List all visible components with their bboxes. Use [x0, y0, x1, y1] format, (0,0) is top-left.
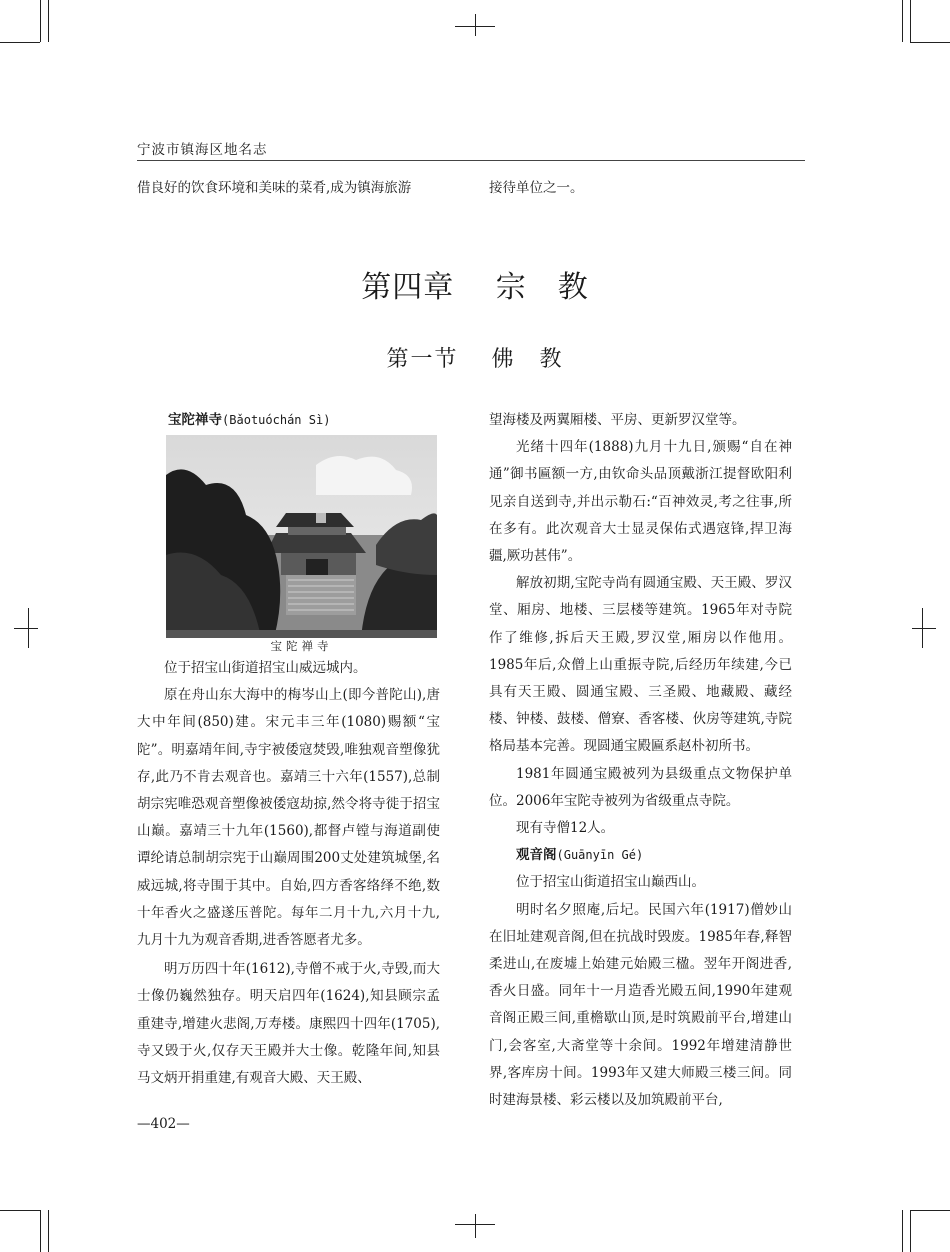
- chapter-title: 第四章 宗 教: [361, 270, 589, 305]
- paragraph: 光绪十四年(1888)九月十九日,颁赐“自在神通”御书匾额一方,由钦命头品顶戴浙江提督欧阳利见亲自送到寺,并出示勒石:“百神效灵,考之往事,所在多有。此次观音大士显灵保佑式遇寇锋,捍卫海疆,厥功甚伟”。: [489, 439, 792, 565]
- crop-mark: [910, 1210, 950, 1211]
- paragraph: 明时名夕照庵,后圮。民国六年(1917)僧妙山在旧址建观音阁,但在抗战时毁废。1985年春,释智柔进山,在废墟上始建元始殿三楹。翌年开阁进香,香火日盛。同年十一月造香光殿五间,1990年建观音阁正殿三间,重檐歇山顶,是时筑殿前平台,增建山门,会客室,大斋堂等十余间。1992年增建清静世界,客库房十间。1993年又建大师殿三楼三间。同时建海景楼、彩云楼以及加筑殿前平台,: [489, 901, 792, 1109]
- entry-pinyin: (Guānyīn Gé): [556, 848, 644, 863]
- crop-mark: [910, 1210, 911, 1252]
- paragraph: 原在舟山东大海中的梅岑山上(即今普陀山),唐大中年间(850)建。宋元丰三年(1080)赐额“宝陀”。明嘉靖年间,寺宇被倭寇焚毁,唯独观音塑像犹存,此乃不肯去观音也。嘉靖三十六年(1557),总制胡宗宪唯恐观音塑像被倭寇劫掠,然令将寺徙于招宝山巅。嘉靖三十九年(1560),都督卢镗与海道副使谭纶请总制胡宗宪于山巅周围200丈处建筑城堡,名威远城,将寺围于其中。自始,四方香客络绎不绝,数十年香火之盛遂压普陀。每年二月十九,六月十九,九月十九为观音香期,进香答愿者尤多。: [137, 687, 440, 949]
- carryover-left: 借良好的饮食环境和美味的菜肴,成为镇海旅游: [137, 180, 412, 196]
- crop-mark: [0, 1210, 40, 1211]
- entry-name: 观音阁: [516, 847, 557, 864]
- crop-mark: [912, 628, 936, 629]
- crop-mark: [40, 1210, 41, 1252]
- crop-mark: [0, 42, 40, 43]
- running-header: 宁波市镇海区地名志: [137, 142, 268, 158]
- entry-heading-baotuo: [137, 407, 440, 434]
- entry-name: 宝陀禅寺: [168, 412, 223, 428]
- paragraph: 解放初期,宝陀寺尚有圆通宝殿、天王殿、罗汉堂、厢房、地楼、三层楼等建筑。1965年对寺院作了维修,拆后天王殿,罗汉堂,厢房以作他用。1985年后,众僧上山重振寺院,后经历年续建,今已具有天王殿、圆通宝殿、三圣殿、地藏殿、藏经楼、钟楼、鼓楼、僧寮、香客楼、伙房等建筑,寺院格局基本完善。现圆通宝殿匾系赵朴初所书。: [489, 575, 792, 755]
- crop-mark: [910, 42, 950, 43]
- left-column-body: [137, 655, 440, 1092]
- temple-photo: [166, 435, 437, 638]
- crop-mark: [40, 0, 41, 42]
- paragraph: 1981年圆通宝殿被列为县级重点文物保护单位。2006年宝陀寺被列为省级重点寺院。: [489, 765, 792, 809]
- right-column-body: [489, 407, 792, 1114]
- paragraph: 位于招宝山街道招宝山威远城内。: [164, 660, 367, 676]
- crop-mark: [14, 628, 38, 629]
- section-title: 第一节 佛 教: [386, 347, 564, 372]
- paragraph: 明万历四十年(1612),寺僧不戒于火,寺毁,而大士像仍巍然独存。明天启四年(1624),知县顾宗孟重建寺,增建火悲阁,万寿楼。康熙四十四年(1705),寺又毁于火,仅存天王殿并大士像。乾隆年间,知县马文炳开捐重建,有观音大殿、天王殿、: [137, 961, 440, 1087]
- header-rule: [137, 160, 805, 161]
- paragraph: 位于招宝山街道招宝山巅西山。: [516, 874, 705, 891]
- paragraph: 现有寺僧12人。: [516, 820, 615, 837]
- crop-mark: [475, 14, 476, 36]
- crop-mark: [910, 0, 911, 42]
- entry-pinyin: (Bǎotuóchán Sì): [222, 413, 331, 427]
- crop-mark: [902, 0, 903, 42]
- crop-mark: [902, 1210, 903, 1252]
- entry-heading-guanyin: [489, 842, 792, 869]
- crop-mark: [48, 0, 49, 42]
- page-number: —402—: [137, 1116, 190, 1132]
- paragraph: 望海楼及两翼厢楼、平房、更新罗汉堂等。: [489, 412, 746, 428]
- photo-caption: 宝陀禅寺: [270, 639, 333, 653]
- crop-mark: [48, 1210, 49, 1252]
- carryover-right: 接待单位之一。: [489, 180, 584, 196]
- crop-mark: [475, 1214, 476, 1238]
